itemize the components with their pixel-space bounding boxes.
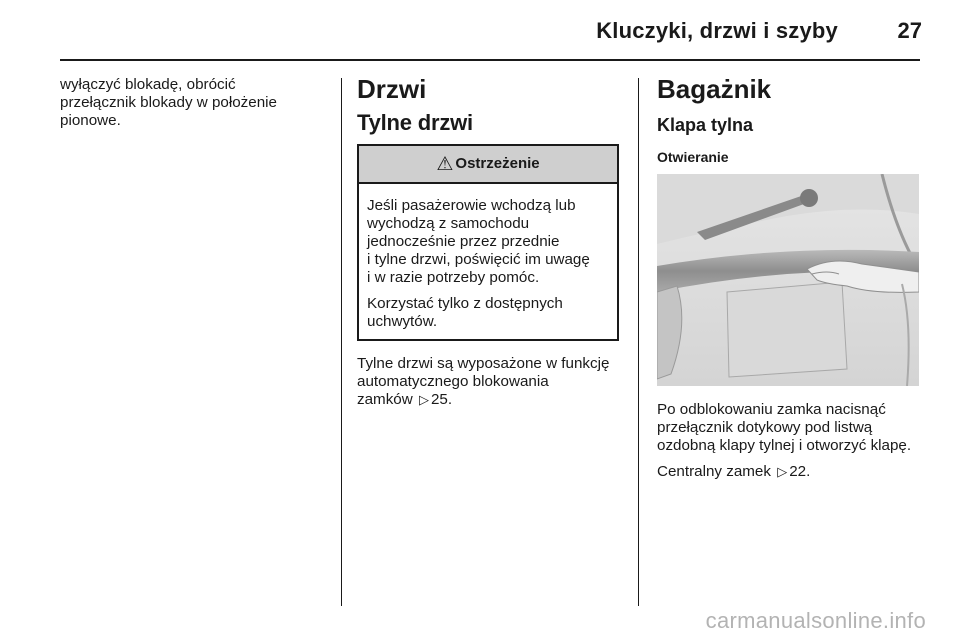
text-line: przełącznik blokady w położenie: [60, 94, 277, 111]
column-3: [657, 72, 927, 481]
opening-instruction: [657, 401, 927, 455]
text-line: [357, 391, 627, 409]
text-line: wyłączyć blokadę, obrócić: [60, 76, 236, 93]
text-line: przełącznik dotykowy pod listwą: [657, 419, 873, 436]
text-line: Tylne drzwi są wyposażone w funkcję: [357, 355, 610, 372]
subsection-otwieranie: Otwieranie: [657, 149, 729, 165]
text-line: Po odblokowaniu zamka nacisnąć: [657, 401, 886, 418]
license-plate-recess: [727, 282, 847, 377]
column-divider-2: [638, 78, 639, 606]
page-reference-icon: ▷: [777, 464, 788, 479]
continued-paragraph: [60, 76, 330, 130]
text-line: pionowe.: [60, 112, 121, 129]
column-1: [60, 72, 330, 130]
watermark: carmanualsonline.info: [705, 608, 926, 633]
text-line: i tylne drzwi, poświęcić im uwagę: [367, 251, 590, 268]
wiper-pivot: [800, 189, 818, 207]
subheading-tylne-drzwi: Tylne drzwi: [357, 110, 473, 135]
text-line: uchwytów.: [367, 313, 438, 330]
text-line: Jeśli pasażerowie wchodzą lub: [367, 197, 576, 214]
text-line: automatycznego blokowania: [357, 373, 549, 390]
subheading-klapa-tylna: Klapa tylna: [657, 115, 754, 135]
warning-header: [359, 146, 617, 184]
section-heading-drzwi: Drzwi: [357, 74, 427, 104]
ref-page[interactable]: 22.: [789, 463, 811, 480]
warning-paragraph-1: [367, 197, 609, 287]
ref-page[interactable]: 25.: [430, 391, 453, 408]
text-line: ozdobną klapy tylnej i otworzyć klapę.: [657, 437, 912, 454]
warning-body: [359, 184, 617, 339]
body-paragraph: [357, 355, 627, 409]
warning-paragraph-2: [367, 295, 609, 331]
header-divider: [60, 59, 920, 61]
page-number: 27: [897, 18, 922, 43]
section-heading-bagaznik: Bagażnik: [657, 74, 772, 104]
column-divider-1: [341, 78, 342, 606]
warning-triangle-icon: ⚠: [436, 153, 454, 175]
text-line: i w razie potrzeby pomóc.: [367, 269, 540, 286]
ref-text: Centralny zamek: [657, 463, 771, 480]
column-2: [357, 72, 627, 409]
text-line: wychodzą z samochodu: [367, 215, 530, 232]
central-lock-reference: [657, 463, 927, 481]
page-header-title: Kluczyki, drzwi i szyby: [596, 18, 838, 43]
text-line: jednocześnie przez przednie: [367, 233, 560, 250]
warning-title: Ostrzeżenie: [455, 155, 540, 172]
text-line: Korzystać tylko z dostępnych: [367, 295, 563, 312]
tailgate-photo: [657, 174, 919, 386]
ref-text: zamków: [357, 391, 413, 408]
page-reference-icon: ▷: [418, 392, 429, 407]
warning-box: [357, 144, 619, 341]
